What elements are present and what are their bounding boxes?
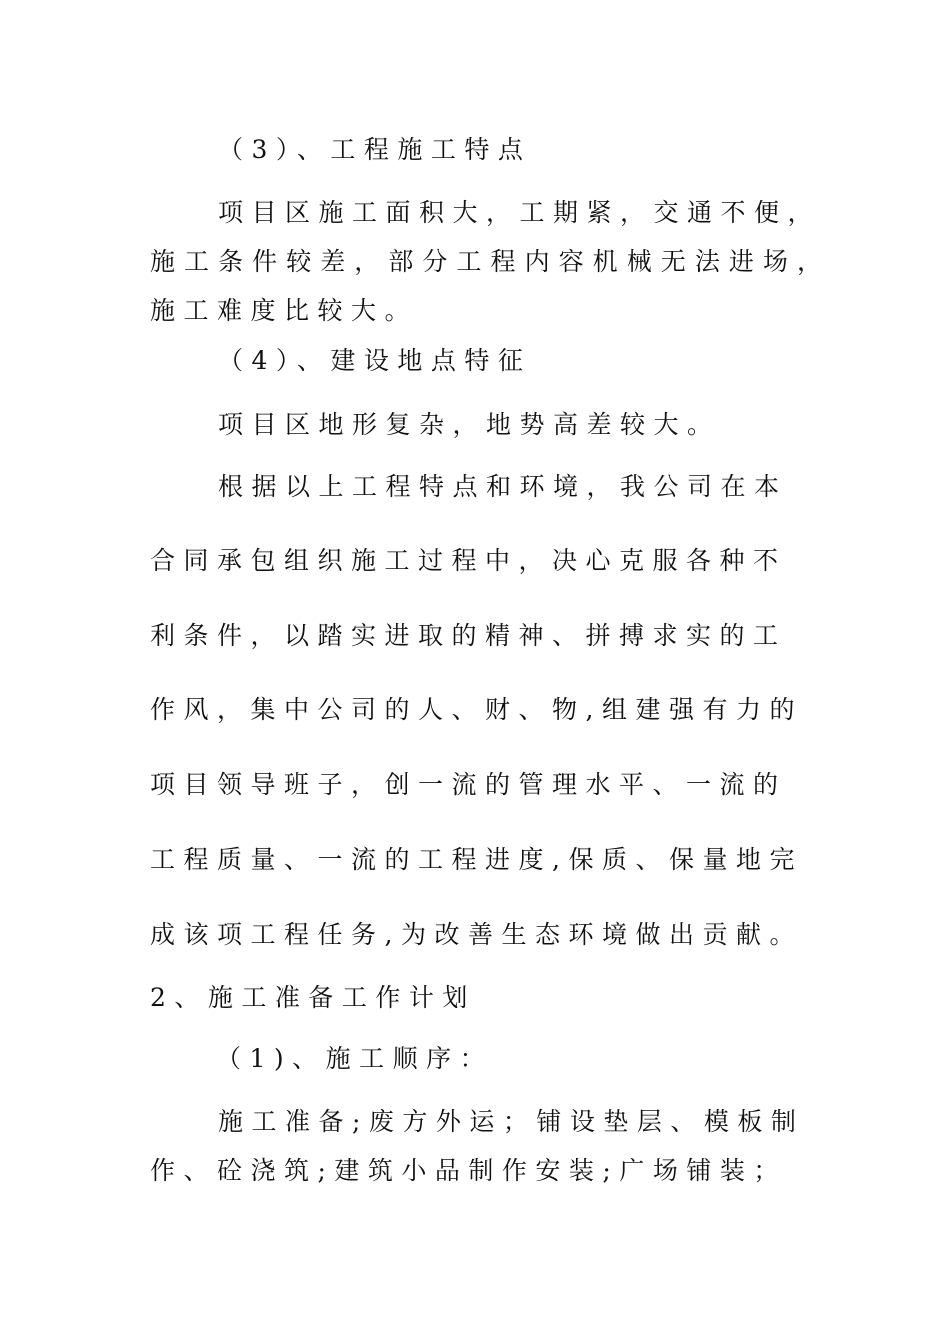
subsection-1-heading: （1)、施工顺序： [216,1044,494,1073]
paragraph-4: 项目区地形复杂，地势高差较大。 [218,410,721,439]
paragraph-5-line-5: 项目领导班子，创一流的管理水平、一流的 [150,770,787,799]
paragraph-5-line-1: 根据以上工程特点和环境，我公司在本 [218,472,788,501]
paragraph-6-line-1: 施工准备;废方外运；铺设垫层、模板制 [218,1107,805,1136]
paragraph-5-line-7: 成该项工程任务,为改善生态环境做出贡献。 [150,920,803,949]
paragraph-3-line-2: 施工条件较差，部分工程内容机械无法进场， [150,247,822,276]
paragraph-5-line-6: 工程质量、一流的工程进度,保质、保量地完 [150,845,803,874]
paragraph-5-line-3: 利条件，以踏实进取的精神、拼搏求实的工 [150,621,787,650]
paragraph-3-line-1: 项目区施工面积大，工期紧，交通不便， [218,198,822,227]
paragraph-3-line-3: 施工难度比较大。 [150,296,419,325]
paragraph-6-line-2: 作、砼浇筑;建筑小品制作安装;广场铺装； [150,1156,787,1185]
section-2-heading: 2、施工准备工作计划 [150,983,476,1012]
paragraph-5-line-4: 作风，集中公司的人、财、物,组建强有力的 [150,695,803,724]
paragraph-5-line-2: 合同承包组织施工过程中，决心克服各种不 [150,546,787,575]
heading-3: （3）、工程施工特点 [218,135,532,164]
heading-4: （4）、建设地点特征 [218,346,532,375]
